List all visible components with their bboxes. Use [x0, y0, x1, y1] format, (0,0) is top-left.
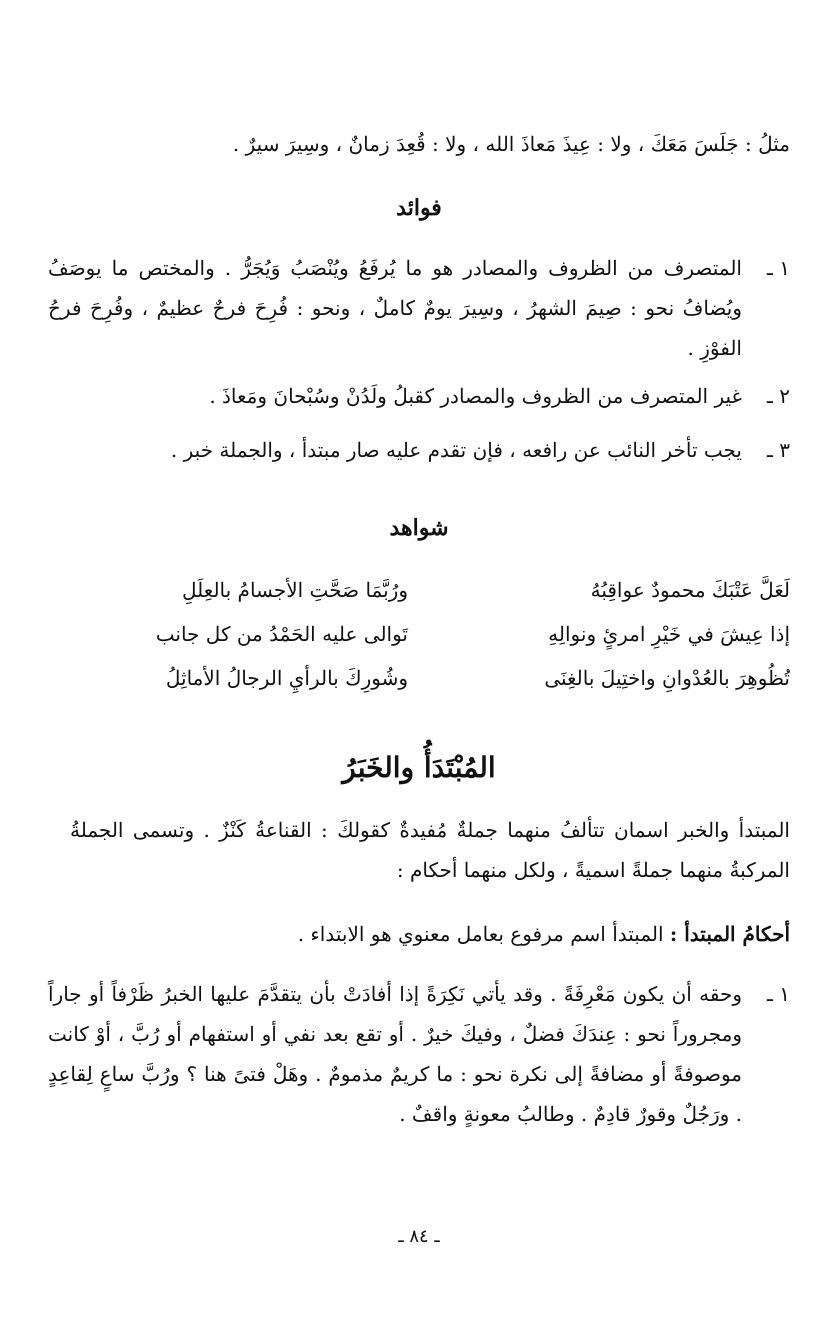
fawaid-item-2-text: غير المتصرف من الظروف والمصادر كقبلُ ولَدُنْ وسُبْحانَ ومَعاذَ . [209, 384, 742, 408]
verse-first-hemistich: إذا عِيشَ في خَيْرِ امرئٍ ونوالِهِ [548, 622, 790, 646]
section-title: المُبْتَدَأُ والخَبَرُ [342, 751, 496, 784]
rule-1-text: وحقه أن يكون مَعْرِفَةً . وقد يأتي نَكِرَةً إذا أفادَتْ بأن يتقدَّمَ عليها الخبرُ ظَرْفاً أو جاراً ومجروراً نحو : عِندَكَ فضلٌ ، وفيكَ خيرٌ . أو تقع بعد نفي أو استفهام أو رُبَّ ، أوْ كانت موصوفةً أو مضافةً إلى نكرة نحو : ما كريمٌ مذمومٌ . وهَلْ فتىً هنا ؟ ورُبَّ ساعٍ لِقاعِدٍ . ورَجُلٌ وقورٌ قادِمٌ . وطالبُ معونةٍ واقفٌ . [48, 982, 742, 1126]
verse-second-hemistich: تَوالى عليه الحَمْدُ من كل جانب [155, 622, 408, 646]
verse-second-hemistich: ورُبَّمَا صَحَّتِ الأجسامُ بالعِلَلِ [182, 578, 408, 602]
intro-paragraph: المبتدأ والخبر اسمان تتألفُ منهما جملةٌ مُفيدةٌ كقولكَ : القناعةُ كَنْزٌ . وتسمى الجملةُ المركبةُ منهما جملةً اسميةً ، ولكل منهما أحكام : [70, 818, 790, 882]
intro-line: مثلُ : جَلَسَ مَعَكَ ، ولا : عِيذَ مَعاذَ الله ، ولا : قُعِدَ زمانٌ ، وسِيرَ سيرٌ . [232, 132, 790, 156]
verse-row [48, 658, 790, 698]
shawahid-heading: شواهد [389, 515, 449, 541]
rule-1-number: ١ ـ [767, 982, 790, 1006]
verse-row [48, 614, 790, 654]
fawaid-item-3-text: يجب تأخر النائب عن رافعه ، فإن تقدم عليه صار مبتدأ ، والجملة خبر . [170, 438, 742, 462]
verse-first-hemistich: لَعَلَّ عَتْبَكَ محمودٌ عواقِبُهُ [590, 578, 790, 602]
fawaid-item-1-text: المتصرف من الظروف والمصادر هو ما يُرفَعُ ويُنْصَبُ وَيُجَرُّ . والمختص ما يوصَفُ ويُضافُ نحو : صِيمَ الشهرُ ، وسِيرَ يومٌ كاملٌ ، ونحو : فُرِحَ فرحٌ عظيمٌ ، وفُرِحَ فرحُ الفوْزِ . [48, 256, 742, 360]
verse-first-hemistich: تُظُوهِرَ بالعُدْوانِ واختِيلَ بالغِنَى [544, 666, 790, 690]
ahkam-line [48, 914, 790, 954]
fawaid-item-3-number: ٣ ـ [767, 438, 790, 462]
page-number: ـ ٨٤ ـ [398, 1226, 440, 1247]
fawaid-item-1-number: ١ ـ [767, 256, 790, 280]
ahkam-text: المبتدأ اسم مرفوع بعامل معنوي هو الابتداء . [297, 922, 670, 946]
verse-second-hemistich: وشُورِكَ بالرأيِ الرجالُ الأماثِلُ [165, 666, 408, 690]
fawaid-heading: فوائد [396, 195, 442, 221]
fawaid-item-2-number: ٢ ـ [767, 384, 790, 408]
verse-row [48, 570, 790, 610]
ahkam-label: أحكامُ المبتدأ : [669, 922, 790, 946]
